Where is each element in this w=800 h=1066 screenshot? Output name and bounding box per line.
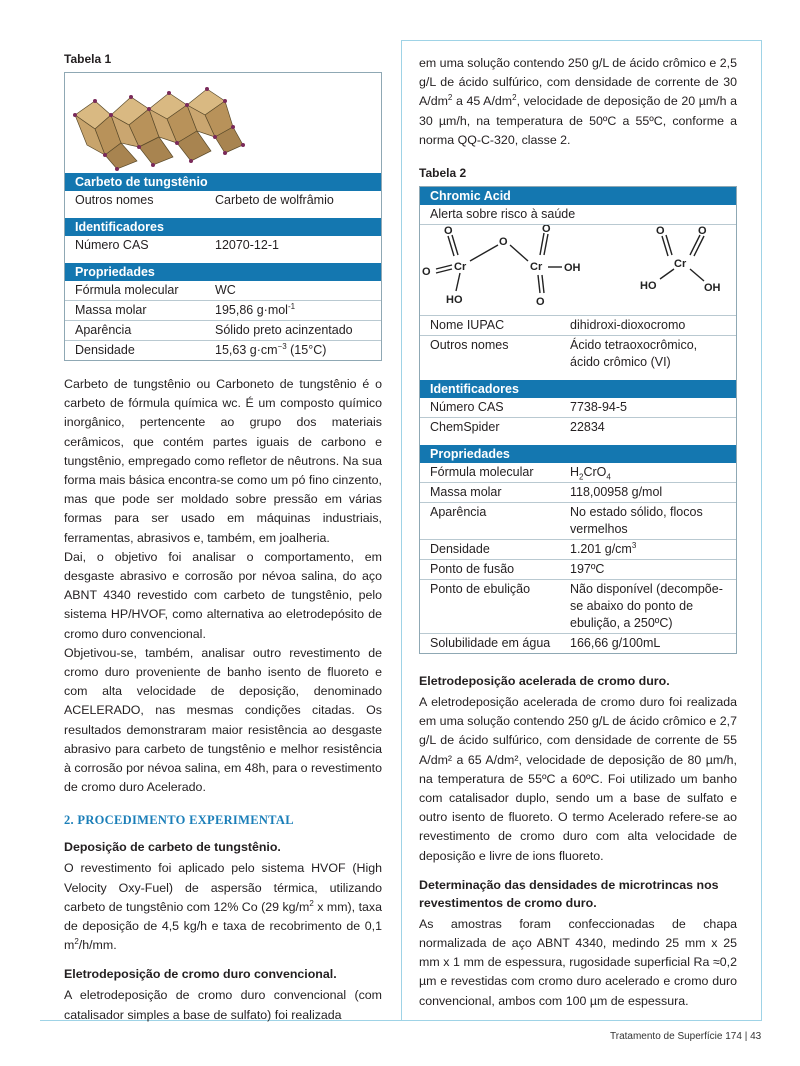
row-key: Ponto de fusão [430,562,515,577]
table2-row-alert [420,205,736,224]
row-key: Aparência [75,323,132,337]
alert-text: Alerta sobre risco à saúde [430,207,576,222]
subsection-title-conventional: Eletrodeposição de cromo duro convencional. [64,967,337,982]
atom-ho: HO [446,294,463,307]
page-footer: Tratamento de Superfície 174 | 43 [610,1031,762,1042]
table1-row [65,191,381,210]
table2-section-properties: Propriedades [420,445,736,463]
row-value: No estado sólido, flocos vermelhos [570,505,703,537]
table2-row [420,539,736,559]
intro-paragraph-1: Carbeto de tungstênio ou Carboneto de tungstênio é o carbeto de fórmula química wc. É um composto químico inorgânico, pertencente ao grupo dos materiais cerâmicos, que contém partes iguais de carbono e tungstênio, empregado como refletor de nêutrons. Na sua forma mais básica encontra-se como um pó fino cinzento, mas que pode ser moldado sobre pressão em várias formas para ser usado em máquinas industriais, ferramentas, abrasivos e, também, em joalheria. [64,377,382,545]
row-value: Sólido preto acinzentado [215,323,353,337]
table1-row [65,340,381,360]
tungsten-carbide-infobox [64,72,382,361]
table2-label: Tabela 2 [419,166,467,181]
text-part: /h/mm. [78,938,117,953]
row-key: Número CAS [75,238,149,252]
atom-ho: HO [640,280,657,293]
row-key: Nome IUPAC [430,318,505,333]
formula-part: CrO [583,465,607,480]
text-part: x mm), taxa de deposição de 4,5 kg/h e taxa de recobrimento de 0,1 m [64,899,382,953]
row-value: 22834 [570,420,605,435]
frame-column-line [401,40,402,1020]
row-value: 197ºC [570,562,605,577]
atom-o: O [656,225,665,238]
row-value: WC [215,283,236,297]
formula-sub: 2 [579,472,584,482]
atom-cr: Cr [530,261,543,274]
chromic-acid-infobox [419,186,737,654]
row-value: Ácido tetraoxocrômico, ácido crômico (VI) [570,338,698,370]
formula-sub: 4 [606,472,611,482]
text-part: , velocidade de deposição de 20 µm/h a 30 µm/h, na temperatura de 50ºC a 55ºC, conforme a norma QQ-C-320, classe 2. [419,94,737,147]
row-value [215,342,371,359]
table2-section-identifiers: Identificadores [420,380,736,398]
value-sup: 3 [631,540,637,550]
intro-paragraph-3: Objetivou-se, também, analisar outro revestimento de cromo duro proveniente de banho isento de fluoreto e com alta velocidade de deposição, denominado ACELERADO, nas mesmas condições citadas. Os resultados demonstraram maior resistência ao desgaste abrasivo para carbeto de tungstênio e melhor resistência à corrosão por névoa salina, em 48h, para o revestimento de cromo duro Acelerado. [64,645,382,795]
subsection-text-conventional-start: A eletrodeposição de cromo duro convencional (com catalisador simples a base de sulfato) foi realizada [64,988,382,1022]
row-key: Solubilidade em água [430,636,551,651]
table2-row [420,502,736,539]
crystal-structure-image [65,73,381,173]
row-key: Outros nomes [75,193,154,207]
value-sup: -1 [287,301,296,311]
row-value: Não disponível (decompõe-se abaixo do ponto de ebulição, a 250ºC) [570,582,723,631]
table2-row [420,482,736,502]
row-key: Número CAS [430,400,504,415]
subsection-text-tungsten [64,859,382,955]
right-column [419,54,737,1011]
text-part: em uma solução contendo 250 g/L de ácido crômico e 2,5 g/L de ácido sulfúrico, com densidade de corrente de 30 A/dm [419,56,737,109]
row-value [215,302,371,319]
row-key: Densidade [430,542,490,557]
row-value [570,541,726,558]
row-key: Fórmula molecular [75,283,179,297]
subsection-text-conventional-cont [419,54,737,150]
frame-right-line [761,40,762,1020]
row-value: 7738-94-5 [570,400,627,415]
atom-o: O [536,296,545,309]
atom-o: O [444,225,453,238]
formula-part: H [570,465,580,480]
value-text: 15,63 g·cm [215,343,278,357]
subsection-title-accelerated: Eletrodeposição acelerada de cromo duro. [419,674,670,689]
text-sup: 2 [512,93,517,103]
row-key: Massa molar [75,303,147,317]
table2-row [420,463,736,482]
atom-o: O [698,225,707,238]
row-key: Outros nomes [430,338,509,353]
row-value: 12070-12-1 [215,238,279,252]
row-key: Fórmula molecular [430,465,534,480]
row-key: Ponto de ebulição [430,582,531,597]
text-sup: 2 [309,898,314,908]
table2-row [420,417,736,437]
row-value: 166,66 g/100mL [570,636,661,651]
section-title: 2. PROCEDIMENTO EXPERIMENTAL [64,813,294,828]
subsection-title-tungsten: Deposição de carbeto de tungstênio. [64,840,281,855]
row-key: Densidade [75,343,135,357]
intro-paragraph-2: Dai, o objetivo foi analisar o comportamento, em desgaste abrasivo e corrosão por névoa salina, do aço ABNT 4340 revestido com carbeto de tungstênio, pelo sistema HP/HVOF, como alternativa ao eletrodepósito de cromo duro convencional. [64,549,382,641]
table1-row [65,300,381,320]
text-sup: 2 [447,93,453,103]
table2-row [420,633,736,653]
subsection-text-accelerated: A eletrodeposição acelerada de cromo duro foi realizada em uma solução contendo 250 g/L de ácido crômico e 2,7 g/L de ácido sulfúrico, com densidade de corrente de 55 A/dm² a 65 A/dm², velocidade de deposição de 80 µm/h, na temperatura de 55ºC a 60ºC. Foi utilizado um banho com catalisador duplo, sendo um a base de sulfato e outro isento de fluoreto. O termo Acelerado refere-se ao revestimento de cromo duro com alta velocidade de deposição e livre de ions fluoreto. [419,695,737,863]
table1-row [65,281,381,300]
atom-o: O [542,225,551,236]
table1-label: Tabela 1 [64,52,112,66]
value-text: 195,86 g·mol [215,303,288,317]
chemical-structure-image [420,224,736,315]
atom-oh: OH [704,282,721,295]
table1-section-properties: Propriedades [65,263,381,281]
value-sup: −3 [277,341,287,351]
text-sup: 2 [74,937,79,947]
row-key: Aparência [430,505,487,520]
table2-row [420,335,736,372]
table2-row [420,315,736,335]
atom-cr: Cr [674,258,687,271]
row-value [570,464,726,481]
row-key: ChemSpider [430,420,500,435]
text-part: a 45 A/dm [452,94,513,109]
table1-row [65,236,381,255]
atom-o: O [499,236,508,249]
value-after: (15°C) [286,343,327,357]
atom-cr: Cr [454,261,467,274]
table2-row [420,579,736,633]
table2-row [420,398,736,417]
value-text: 1.201 g/cm [570,542,632,557]
row-value: dihidroxi-dioxocromo [570,318,686,333]
frame-top-line [401,40,762,41]
subsection-title-microcracks: Determinação das densidades de microtrincas nos revestimentos de cromo duro. [419,877,719,910]
atom-o: O [422,266,431,279]
subsection-text-microcracks: As amostras foram confeccionadas de chapa normalizada de aço ABNT 4340, medindo 25 mm x 25 mm x 1 mm de espessura, rugosidade superficial Ra ≈0,2 µm e revestidas com cromo duro acelerado e cromo duro convencional, ambos com 100 µm de espessura. [419,916,737,1008]
table2-header: Chromic Acid [420,187,736,205]
row-value: 118,00958 g/mol [570,485,663,500]
row-key: Massa molar [430,485,502,500]
atom-oh: OH [564,262,581,275]
text-part: O revestimento foi aplicado pelo sistema HVOF (High Velocity Oxy-Fuel) de aspersão térmica, utilizando carbeto de tungstênio com 12% Co (29 kg/m [64,861,382,914]
table2-row [420,559,736,579]
crystal-structure-icon [65,73,381,173]
table1-section-identifiers: Identificadores [65,218,381,236]
table1-header: Carbeto de tungstênio [65,173,381,191]
left-column [64,52,382,1025]
row-value: Carbeto de wolfrâmio [215,193,334,207]
table1-row [65,320,381,340]
chemical-structure-icon [420,225,736,315]
